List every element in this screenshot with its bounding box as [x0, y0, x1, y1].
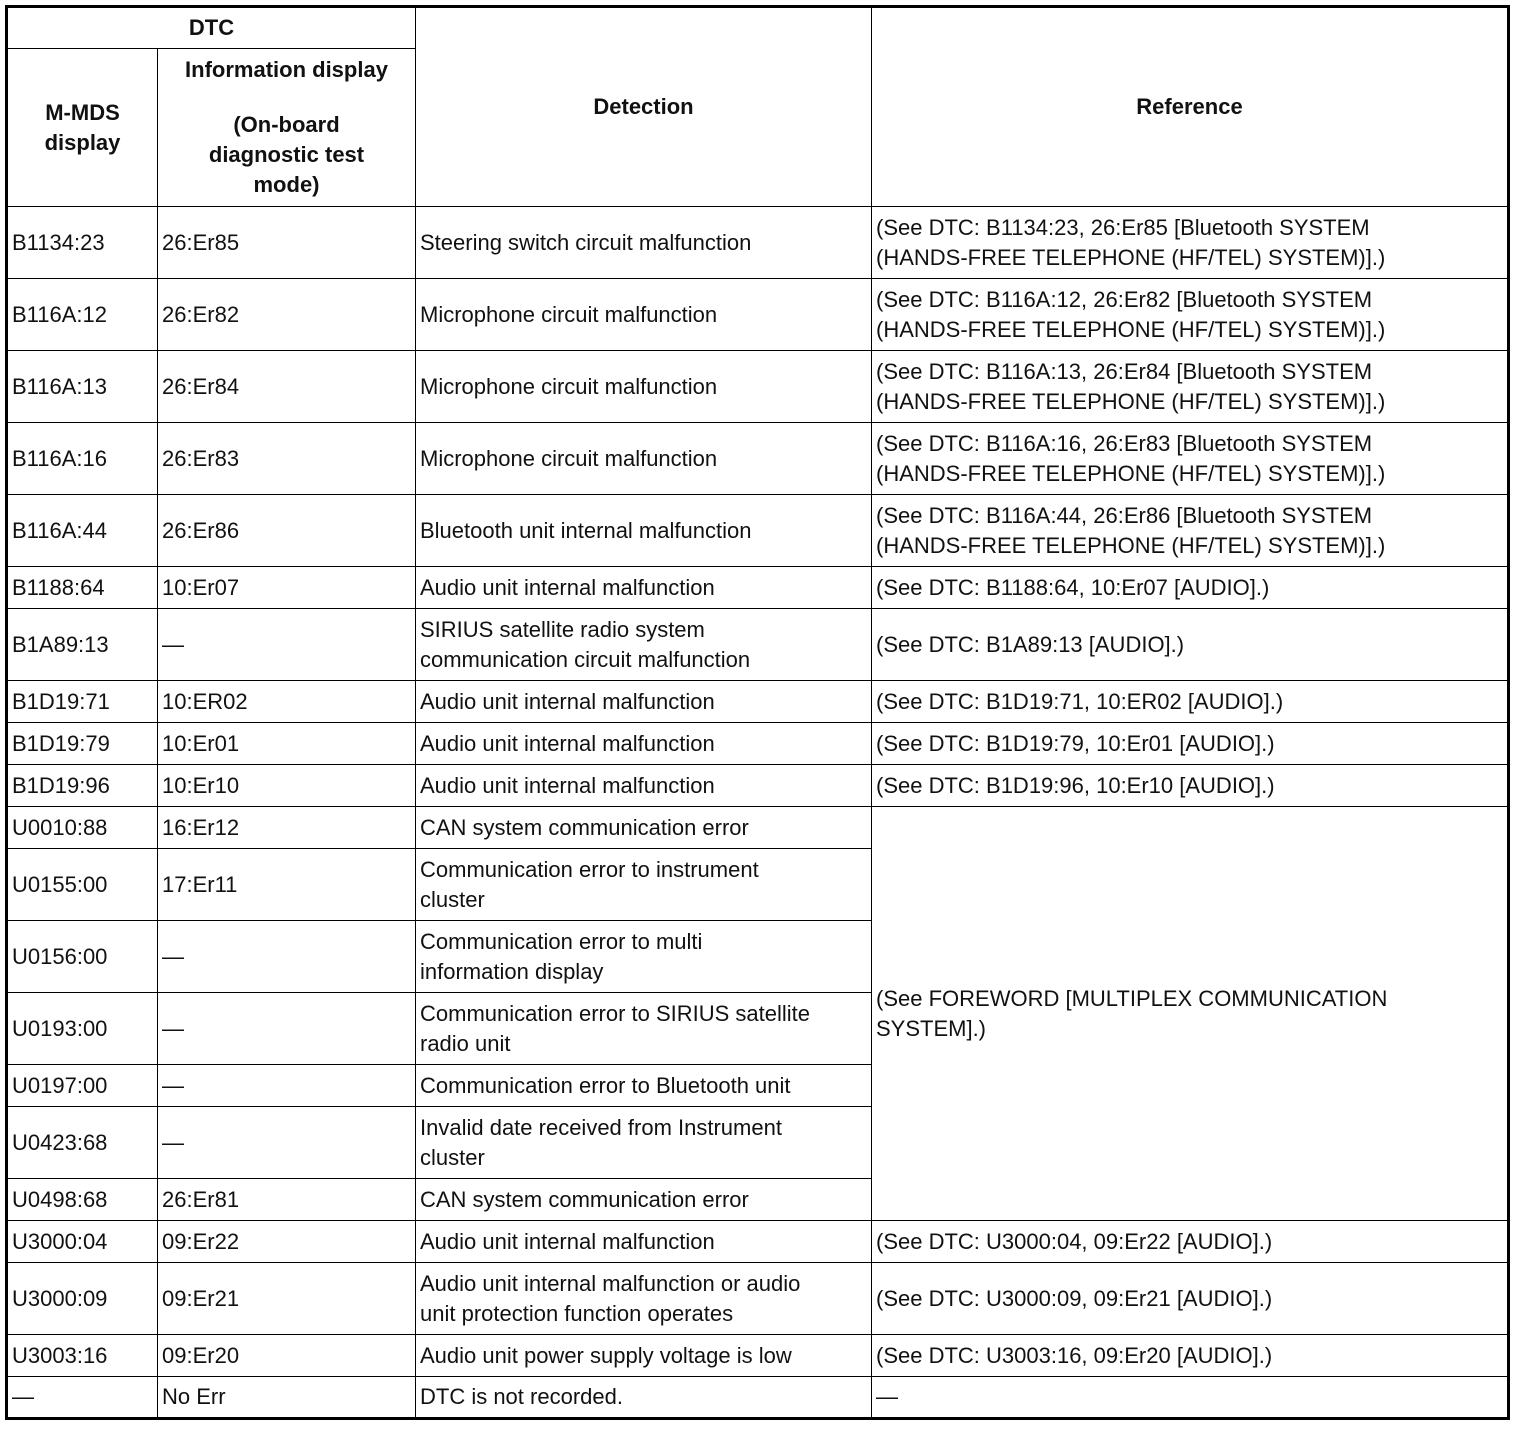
- info-display-code: —: [158, 993, 416, 1065]
- detection-cell: [416, 723, 872, 765]
- reference-text: SYSTEM].): [876, 1015, 987, 1041]
- detection-text: CAN system communication error: [420, 814, 749, 840]
- info-display-code: 17:Er11: [158, 849, 416, 921]
- detection-text: Steering switch circuit malfunction: [420, 229, 752, 255]
- table-row: [7, 279, 1509, 351]
- detection-cell: [416, 807, 872, 849]
- mmds-code: B1134:23: [7, 207, 158, 279]
- detection-text: CAN system communication error: [420, 1186, 749, 1212]
- dtc-table: [5, 5, 1510, 1420]
- detection-cell: [416, 207, 872, 279]
- mmds-display-header: [7, 49, 158, 207]
- reference-text: (See DTC: B1D19:71, 10:ER02 [AUDIO].): [876, 688, 1284, 714]
- info-display-code: —: [158, 609, 416, 681]
- table-row: [7, 723, 1509, 765]
- detection-text: Bluetooth unit internal malfunction: [420, 517, 752, 543]
- mmds-header-line: display: [44, 129, 121, 155]
- table-row: [7, 1263, 1509, 1335]
- reference-text: (See DTC: B1A89:13 [AUDIO].): [876, 631, 1185, 657]
- info-display-code: 26:Er81: [158, 1179, 416, 1221]
- info-header-line: diagnostic test: [208, 142, 365, 167]
- reference-text: (HANDS-FREE TELEPHONE (HF/TEL) SYSTEM)].): [876, 388, 1386, 414]
- reference-cell: [872, 1335, 1509, 1377]
- reference-text: (HANDS-FREE TELEPHONE (HF/TEL) SYSTEM)].): [876, 460, 1386, 486]
- reference-text: (See DTC: B1134:23, 26:Er85 [Bluetooth SYSTEM: [876, 214, 1370, 240]
- table-row: [7, 765, 1509, 807]
- shared-reference-cell: [872, 807, 1509, 1221]
- reference-cell: [872, 1221, 1509, 1263]
- reference-cell: [872, 1377, 1509, 1419]
- detection-text: Audio unit internal malfunction or audio: [420, 1270, 801, 1296]
- info-display-code: 09:Er21: [158, 1263, 416, 1335]
- mmds-code: B1D19:96: [7, 765, 158, 807]
- detection-cell: [416, 351, 872, 423]
- info-display-code: 10:ER02: [158, 681, 416, 723]
- detection-cell: [416, 1335, 872, 1377]
- mmds-code: B1D19:79: [7, 723, 158, 765]
- reference-text: (HANDS-FREE TELEPHONE (HF/TEL) SYSTEM)].): [876, 532, 1386, 558]
- mmds-header-line: M-MDS: [45, 99, 120, 125]
- table-row: [7, 681, 1509, 723]
- detection-text: Audio unit power supply voltage is low: [420, 1342, 792, 1368]
- detection-text: Communication error to multi: [420, 928, 703, 954]
- info-header-line: mode): [253, 172, 320, 197]
- detection-text: Communication error to SIRIUS satellite: [420, 1000, 811, 1026]
- table-row: [7, 351, 1509, 423]
- reference-text: (See DTC: B116A:13, 26:Er84 [Bluetooth SYSTEM: [876, 358, 1373, 384]
- info-display-code: —: [158, 1065, 416, 1107]
- detection-cell: [416, 993, 872, 1065]
- info-display-code: 09:Er20: [158, 1335, 416, 1377]
- mmds-code: B116A:12: [7, 279, 158, 351]
- table-row: [7, 207, 1509, 279]
- detection-text: communication circuit malfunction: [420, 646, 751, 672]
- mmds-code: U0423:68: [7, 1107, 158, 1179]
- reference-header: Reference: [872, 7, 1509, 207]
- table-row: [7, 423, 1509, 495]
- reference-cell: [872, 681, 1509, 723]
- detection-text: SIRIUS satellite radio system: [420, 616, 705, 642]
- reference-cell: [872, 567, 1509, 609]
- reference-text: (HANDS-FREE TELEPHONE (HF/TEL) SYSTEM)].): [876, 244, 1386, 270]
- info-display-code: No Err: [158, 1377, 416, 1419]
- reference-cell: [872, 351, 1509, 423]
- info-display-code: 10:Er01: [158, 723, 416, 765]
- info-display-code: —: [158, 921, 416, 993]
- info-display-code: 26:Er83: [158, 423, 416, 495]
- detection-cell: [416, 423, 872, 495]
- detection-text: radio unit: [420, 1030, 511, 1056]
- detection-text: Invalid date received from Instrument: [420, 1114, 782, 1140]
- detection-text: information display: [420, 958, 604, 984]
- detection-text: Audio unit internal malfunction: [420, 772, 715, 798]
- mmds-code: U3003:16: [7, 1335, 158, 1377]
- mmds-code: B1A89:13: [7, 609, 158, 681]
- reference-text: (See DTC: U3003:16, 09:Er20 [AUDIO].): [876, 1342, 1273, 1368]
- reference-text: (See FOREWORD [MULTIPLEX COMMUNICATION: [876, 985, 1388, 1011]
- mmds-code: B1D19:71: [7, 681, 158, 723]
- mmds-code: B116A:16: [7, 423, 158, 495]
- reference-cell: [872, 609, 1509, 681]
- mmds-code: B116A:13: [7, 351, 158, 423]
- info-display-code: 16:Er12: [158, 807, 416, 849]
- reference-text: (HANDS-FREE TELEPHONE (HF/TEL) SYSTEM)].): [876, 316, 1386, 342]
- reference-cell: [872, 723, 1509, 765]
- detection-text: DTC is not recorded.: [420, 1384, 623, 1409]
- detection-cell: [416, 1107, 872, 1179]
- dtc-group-header: DTC: [7, 7, 416, 49]
- detection-text: Microphone circuit malfunction: [420, 445, 718, 471]
- reference-text: (See DTC: U3000:04, 09:Er22 [AUDIO].): [876, 1228, 1273, 1254]
- detection-text: Communication error to Bluetooth unit: [420, 1072, 791, 1098]
- info-header-line: Information display: [185, 57, 388, 82]
- detection-text: Audio unit internal malfunction: [420, 1228, 715, 1254]
- detection-text: Communication error to instrument: [420, 856, 759, 882]
- reference-cell: [872, 423, 1509, 495]
- info-header-line: (On-board: [233, 112, 340, 137]
- mmds-code: U3000:04: [7, 1221, 158, 1263]
- reference-cell: [872, 207, 1509, 279]
- detection-cell: [416, 1221, 872, 1263]
- mmds-code: B116A:44: [7, 495, 158, 567]
- table-row: [7, 609, 1509, 681]
- reference-cell: [872, 765, 1509, 807]
- detection-text: Audio unit internal malfunction: [420, 688, 715, 714]
- mmds-code: U0010:88: [7, 807, 158, 849]
- detection-cell: [416, 279, 872, 351]
- mmds-code: U0155:00: [7, 849, 158, 921]
- reference-text: —: [876, 1384, 898, 1409]
- reference-cell: [872, 1263, 1509, 1335]
- mmds-code: U0193:00: [7, 993, 158, 1065]
- info-display-code: 26:Er86: [158, 495, 416, 567]
- detection-text: cluster: [420, 1144, 485, 1170]
- info-display-code: 09:Er22: [158, 1221, 416, 1263]
- reference-cell: [872, 495, 1509, 567]
- info-display-code: 10:Er07: [158, 567, 416, 609]
- detection-cell: [416, 1377, 872, 1419]
- table-row: [7, 495, 1509, 567]
- detection-cell: [416, 495, 872, 567]
- table-row: [7, 567, 1509, 609]
- detection-text: Microphone circuit malfunction: [420, 301, 718, 327]
- mmds-code: U0498:68: [7, 1179, 158, 1221]
- detection-cell: [416, 921, 872, 993]
- table-row: [7, 1377, 1509, 1419]
- detection-text: cluster: [420, 886, 485, 912]
- table-row: [7, 1335, 1509, 1377]
- detection-cell: [416, 1065, 872, 1107]
- table-row: [7, 807, 1509, 849]
- mmds-code: U0197:00: [7, 1065, 158, 1107]
- mmds-code: —: [7, 1377, 158, 1419]
- info-display-code: 26:Er85: [158, 207, 416, 279]
- reference-text: (See DTC: B116A:12, 26:Er82 [Bluetooth SYSTEM: [876, 286, 1373, 312]
- reference-cell: [872, 279, 1509, 351]
- mmds-code: B1188:64: [7, 567, 158, 609]
- detection-cell: [416, 1179, 872, 1221]
- reference-text: (See DTC: B116A:16, 26:Er83 [Bluetooth SYSTEM: [876, 430, 1373, 456]
- info-display-code: 26:Er84: [158, 351, 416, 423]
- info-display-code: —: [158, 1107, 416, 1179]
- reference-text: (See DTC: B116A:44, 26:Er86 [Bluetooth SYSTEM: [876, 502, 1373, 528]
- detection-cell: [416, 765, 872, 807]
- information-display-header: [158, 49, 416, 207]
- reference-text: (See DTC: B1188:64, 10:Er07 [AUDIO].): [876, 574, 1270, 600]
- table-row: [7, 1221, 1509, 1263]
- detection-cell: [416, 681, 872, 723]
- reference-text: (See DTC: B1D19:79, 10:Er01 [AUDIO].): [876, 730, 1275, 756]
- info-display-code: 26:Er82: [158, 279, 416, 351]
- info-display-code: 10:Er10: [158, 765, 416, 807]
- detection-cell: [416, 567, 872, 609]
- reference-text: (See DTC: B1D19:96, 10:Er10 [AUDIO].): [876, 772, 1275, 798]
- detection-text: Audio unit internal malfunction: [420, 574, 715, 600]
- detection-text: unit protection function operates: [420, 1300, 734, 1326]
- detection-cell: [416, 609, 872, 681]
- detection-text: Microphone circuit malfunction: [420, 373, 718, 399]
- reference-text: (See DTC: U3000:09, 09:Er21 [AUDIO].): [876, 1285, 1273, 1311]
- mmds-code: U3000:09: [7, 1263, 158, 1335]
- detection-cell: [416, 849, 872, 921]
- detection-cell: [416, 1263, 872, 1335]
- detection-text: Audio unit internal malfunction: [420, 730, 715, 756]
- mmds-code: U0156:00: [7, 921, 158, 993]
- detection-header: Detection: [416, 7, 872, 207]
